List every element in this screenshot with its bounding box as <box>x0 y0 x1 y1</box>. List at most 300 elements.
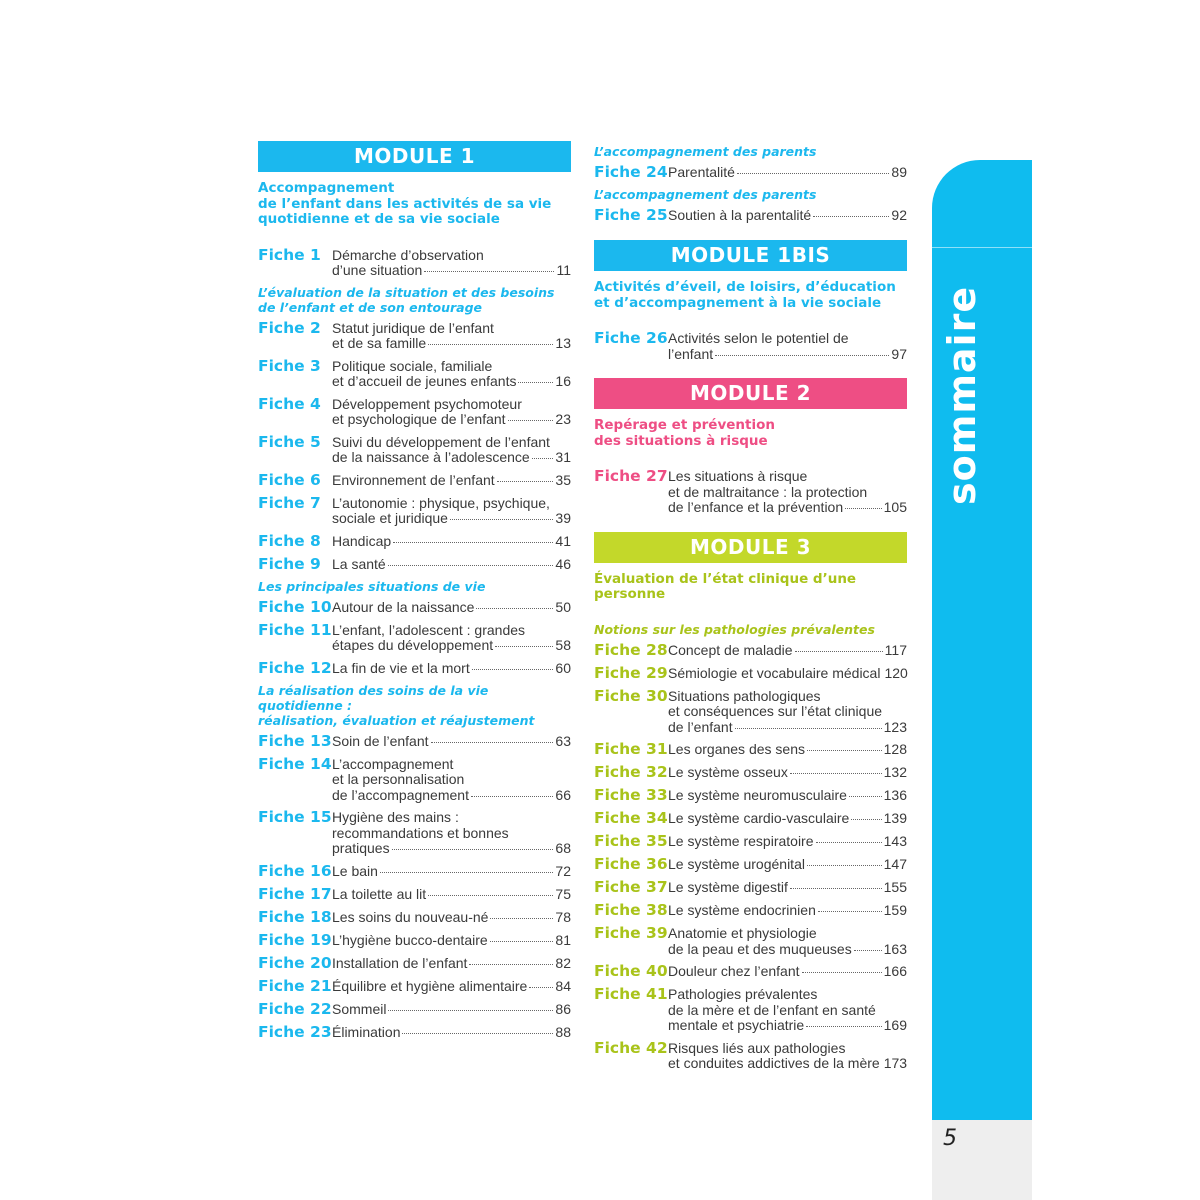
page-ref: 23 <box>555 411 571 427</box>
entry-title: La fin de vie et la mort <box>332 659 470 676</box>
dot-leader <box>790 888 882 889</box>
fiche-number: Fiche 27 <box>594 467 668 485</box>
dot-leader <box>424 271 554 272</box>
entry-title: Le système urogénital <box>668 856 805 872</box>
fiche-number: Fiche 17 <box>258 884 332 903</box>
entry-title: de la peau et des muqueuses <box>668 940 852 957</box>
entry-title: Environnement de l’enfant <box>332 471 495 488</box>
toc-entry[interactable] <box>258 809 571 857</box>
entry-line: Développement psychomoteur <box>332 395 522 412</box>
entry-text <box>332 978 571 995</box>
toc-entry[interactable] <box>594 164 907 181</box>
entry-title: La santé <box>332 555 386 572</box>
entry-text <box>332 622 571 654</box>
entry-line: Anatomie et physiologie <box>668 925 817 941</box>
section-title: L’accompagnement des parents <box>594 144 817 159</box>
fiche-number: Fiche 42 <box>594 1038 668 1057</box>
fiche-number: Fiche 9 <box>258 554 321 573</box>
toc-entry[interactable] <box>594 330 907 362</box>
entry-text <box>332 533 571 550</box>
fiche-number: Fiche 39 <box>594 924 668 942</box>
module-banner: MODULE 2 <box>594 378 907 409</box>
page-ref: 166 <box>883 963 907 979</box>
page-ref: 13 <box>555 335 571 351</box>
page-ref: 132 <box>883 764 907 780</box>
entry-text <box>332 556 571 573</box>
page-ref: 60 <box>555 659 571 676</box>
toc-entry[interactable] <box>258 556 571 573</box>
entry-last-line <box>332 557 571 573</box>
fiche-number: Fiche 32 <box>594 763 668 781</box>
fiche-number: Fiche 29 <box>594 663 668 682</box>
fiche-number: Fiche 30 <box>594 686 668 705</box>
dot-leader <box>450 519 553 520</box>
dot-leader <box>490 941 554 942</box>
toc-right-column <box>594 141 907 1078</box>
page-ref: 39 <box>555 510 571 526</box>
entry-last-line <box>668 788 907 804</box>
module-title: Activités d’éveil, de loisirs, d’éducation et d’accompagnement à la vie sociale <box>594 279 896 311</box>
fiche-number: Fiche 19 <box>258 930 332 949</box>
page-ref: 159 <box>883 902 907 918</box>
page-ref: 147 <box>883 856 907 872</box>
toc-entry[interactable] <box>594 741 907 758</box>
fiche-number: Fiche 31 <box>594 740 668 758</box>
entry-last-line <box>332 450 571 466</box>
entry-last-line <box>668 1018 907 1034</box>
entry-text <box>668 902 907 919</box>
entry-title: mentale et psychiatrie <box>668 1017 805 1033</box>
toc-entry[interactable] <box>594 810 907 827</box>
fiche-number: Fiche 25 <box>594 206 668 224</box>
section-title: La réalisation des soins de la vie quotidienne : réalisation, évaluation et réajustement <box>258 682 535 728</box>
entry-title: Le système cardio-vasculaire <box>668 810 850 826</box>
entry-last-line <box>668 666 907 682</box>
entry-text <box>668 330 907 362</box>
section-gap <box>594 522 907 532</box>
page-ref: 136 <box>883 787 907 803</box>
entry-title: et d’accueil de jeunes enfants <box>332 373 517 389</box>
toc-entry[interactable] <box>258 660 571 677</box>
entry-title: Soin de l’enfant <box>332 732 429 749</box>
toc-entry[interactable] <box>258 1001 571 1018</box>
toc-entry[interactable] <box>594 207 907 224</box>
page-ref: 128 <box>883 741 907 757</box>
toc-entry[interactable] <box>594 642 907 659</box>
entry-title: de l’enfance et la prévention <box>668 499 844 515</box>
entry-title: sociale et juridique <box>332 510 448 526</box>
dot-leader <box>849 796 882 797</box>
entry-last-line <box>668 208 907 224</box>
page-ref: 31 <box>555 449 571 465</box>
page-ref: 78 <box>555 908 571 925</box>
toc-entry[interactable] <box>258 599 571 616</box>
dot-leader <box>471 796 553 797</box>
entry-text <box>332 495 571 527</box>
entry-line: Hygiène des mains : <box>332 809 459 825</box>
page-ref: 50 <box>555 598 571 615</box>
toc-entry[interactable] <box>258 396 571 428</box>
entry-line: Pathologies prévalentes <box>668 986 818 1002</box>
entry-title: et conduites addictives de la mère <box>668 1055 880 1071</box>
toc-entry[interactable] <box>594 833 907 850</box>
toc-entry[interactable] <box>258 533 571 550</box>
toc-entry[interactable] <box>258 358 571 390</box>
entry-line: et la personnalisation <box>332 771 465 787</box>
entry-last-line <box>332 864 571 880</box>
entry-title: de l’enfant <box>668 718 733 735</box>
entry-last-line <box>332 263 571 279</box>
entry-text <box>668 986 907 1034</box>
entry-text <box>332 955 571 972</box>
dot-leader <box>854 950 882 951</box>
entry-title: Soutien à la parentalité <box>668 207 812 223</box>
toc-entry[interactable] <box>258 247 571 279</box>
entry-last-line <box>668 742 907 758</box>
page-ref: 72 <box>555 862 571 879</box>
toc-entry[interactable] <box>258 434 571 466</box>
fiche-number: Fiche 20 <box>258 953 332 972</box>
entry-title: Parentalité <box>668 164 735 180</box>
entry-text <box>332 756 571 804</box>
toc-entry[interactable] <box>258 932 571 949</box>
entry-line: L’accompagnement <box>332 755 454 772</box>
entry-last-line <box>668 964 907 980</box>
dot-leader <box>806 1026 881 1027</box>
entry-text <box>332 358 571 390</box>
entry-title: Le système osseux <box>668 764 788 780</box>
dot-leader <box>388 1010 553 1011</box>
entry-last-line <box>332 788 571 804</box>
entry-last-line <box>332 933 571 949</box>
entry-title: Le bain <box>332 862 378 879</box>
page-ref: 97 <box>891 345 907 362</box>
dot-leader <box>380 872 553 873</box>
section-gap <box>594 230 907 240</box>
entry-last-line <box>332 374 571 390</box>
section-gap <box>594 368 907 378</box>
entry-title: Les soins du nouveau-né <box>332 908 489 925</box>
dot-leader <box>393 542 553 543</box>
toc-entry[interactable] <box>258 733 571 750</box>
fiche-number: Fiche 38 <box>594 901 668 919</box>
dot-leader <box>476 608 553 609</box>
toc-entry[interactable] <box>594 665 907 682</box>
entry-last-line <box>332 887 571 903</box>
toc-entry[interactable] <box>258 472 571 489</box>
fiche-number: Fiche 1 <box>258 245 321 264</box>
dot-leader <box>807 750 882 751</box>
entry-title: l’enfant <box>668 345 714 362</box>
entry-title: Le système respiratoire <box>668 833 814 849</box>
toc-entry[interactable] <box>594 925 907 957</box>
entry-last-line <box>668 347 907 363</box>
toc-entry[interactable] <box>594 787 907 804</box>
page-ref: 35 <box>555 471 571 488</box>
page-ref: 163 <box>883 940 907 957</box>
entry-text <box>668 856 907 873</box>
page-ref: 66 <box>555 786 571 803</box>
module-banner: MODULE 1 <box>258 141 571 172</box>
entry-title: étapes du développement <box>332 637 494 653</box>
fiche-number: Fiche 13 <box>258 731 332 750</box>
entry-title: et de sa famille <box>332 335 427 351</box>
dot-leader <box>388 565 554 566</box>
entry-text <box>332 396 571 428</box>
page-ref: 68 <box>555 840 571 856</box>
toc-entry[interactable] <box>594 879 907 896</box>
entry-text <box>332 863 571 880</box>
entry-line: Situations pathologiques <box>668 687 821 704</box>
entry-last-line <box>668 811 907 827</box>
entry-last-line <box>332 511 571 527</box>
toc-entry[interactable] <box>258 863 571 880</box>
dot-leader <box>472 669 554 670</box>
fiche-number: Fiche 21 <box>258 976 332 995</box>
entry-last-line <box>668 165 907 181</box>
entry-last-line <box>668 834 907 850</box>
entry-text <box>332 909 571 926</box>
fiche-number: Fiche 4 <box>258 394 321 413</box>
entry-last-line <box>332 600 571 616</box>
dot-leader <box>529 987 553 988</box>
page-ref: 84 <box>555 977 571 994</box>
page-ref: 105 <box>883 499 907 515</box>
dot-leader <box>737 173 889 174</box>
entry-text <box>668 764 907 781</box>
toc-entry[interactable] <box>594 902 907 919</box>
toc-entry[interactable] <box>594 963 907 980</box>
toc-entry[interactable] <box>258 320 571 352</box>
entry-title: Les organes des sens <box>668 741 805 757</box>
entry-title: Handicap <box>332 532 392 549</box>
entry-last-line <box>668 880 907 896</box>
toc-left-column <box>258 141 571 1047</box>
toc-entry[interactable] <box>258 955 571 972</box>
fiche-number: Fiche 7 <box>258 493 321 512</box>
toc-entry[interactable] <box>594 764 907 781</box>
entry-last-line <box>332 638 571 654</box>
dot-leader <box>518 382 553 383</box>
entry-title: Douleur chez l’enfant <box>668 963 800 979</box>
fiche-number: Fiche 22 <box>258 999 332 1018</box>
fiche-number: Fiche 15 <box>258 808 332 826</box>
dot-leader <box>402 1033 553 1034</box>
entry-title: La toilette au lit <box>332 885 427 902</box>
toc-entry[interactable] <box>258 495 571 527</box>
entry-line: Risques liés aux pathologies <box>668 1039 846 1056</box>
entry-text <box>668 879 907 896</box>
fiche-number: Fiche 3 <box>258 356 321 375</box>
dot-leader <box>802 972 882 973</box>
fiche-number: Fiche 40 <box>594 962 668 980</box>
entry-text <box>332 733 571 750</box>
entry-title: d’une situation <box>332 262 423 278</box>
toc-entry[interactable] <box>594 688 907 736</box>
entry-title: Autour de la naissance <box>332 598 475 615</box>
dot-leader <box>469 964 553 965</box>
entry-text <box>332 809 571 857</box>
entry-title: pratiques <box>332 840 390 856</box>
page-ref: 155 <box>883 879 907 895</box>
fiche-number: Fiche 26 <box>594 329 668 347</box>
page-ref: 81 <box>555 931 571 948</box>
entry-text <box>668 468 907 516</box>
fiche-number: Fiche 12 <box>258 658 332 677</box>
entry-title: Concept de maladie <box>668 641 793 658</box>
entry-last-line <box>668 903 907 919</box>
dot-leader <box>735 728 882 729</box>
entry-title: Installation de l’enfant <box>332 954 468 971</box>
entry-text <box>668 963 907 980</box>
entry-text <box>668 207 907 224</box>
entry-last-line <box>332 534 571 550</box>
entry-text <box>332 320 571 352</box>
page-ref: 139 <box>883 810 907 826</box>
module-title: Repérage et prévention des situations à risque <box>594 417 775 449</box>
toc-entry[interactable] <box>594 986 907 1034</box>
entry-title: de l’accompagnement <box>332 786 469 803</box>
dot-leader <box>813 216 889 217</box>
page-ref: 11 <box>556 262 571 278</box>
module-title: Accompagnement de l’enfant dans les activités de sa vie quotidienne et de sa vie sociale <box>258 180 552 227</box>
dot-leader <box>428 344 553 345</box>
page-ref: 82 <box>555 954 571 971</box>
entry-title: et psychologique de l’enfant <box>332 411 506 427</box>
entry-title: Sommeil <box>332 1000 387 1017</box>
fiche-number: Fiche 5 <box>258 432 321 451</box>
entry-last-line <box>668 643 907 659</box>
module-banner: MODULE 3 <box>594 532 907 563</box>
dot-leader <box>851 819 881 820</box>
entry-last-line <box>332 956 571 972</box>
fiche-number: Fiche 36 <box>594 855 668 873</box>
entry-last-line <box>332 734 571 750</box>
entry-text <box>332 1024 571 1041</box>
entry-line: et de maltraitance : la protection <box>668 483 868 500</box>
section-title: Les principales situations de vie <box>258 578 486 594</box>
entry-last-line <box>332 841 571 857</box>
page-ref: 120 <box>884 664 908 681</box>
toc-entry[interactable] <box>258 1024 571 1041</box>
dot-leader <box>790 773 882 774</box>
dot-leader <box>497 481 554 482</box>
dot-leader <box>818 911 882 912</box>
dot-leader <box>845 508 882 509</box>
entry-line: Statut juridique de l’enfant <box>332 319 494 336</box>
entry-last-line <box>332 473 571 489</box>
dot-leader <box>508 420 554 421</box>
dot-leader <box>490 918 553 919</box>
page-ref: 88 <box>555 1023 571 1040</box>
entry-last-line <box>332 336 571 352</box>
entry-line: Activités selon le potentiel de <box>668 330 849 346</box>
dot-leader <box>715 355 889 356</box>
toc-entry[interactable] <box>258 909 571 926</box>
entry-line: L’enfant, l’adolescent : grandes <box>332 621 526 638</box>
toc-entry[interactable] <box>258 756 571 804</box>
page-ref: 75 <box>555 885 571 902</box>
entry-text <box>332 660 571 677</box>
toc-entry[interactable] <box>594 1040 907 1072</box>
dot-leader <box>392 849 554 850</box>
page-ref: 89 <box>891 164 907 180</box>
page-ref: 63 <box>555 732 571 749</box>
module-title: Évaluation de l’état clinique d’une personne <box>594 570 857 602</box>
fiche-number: Fiche 24 <box>594 163 668 181</box>
fiche-number: Fiche 16 <box>258 861 332 880</box>
page-number: 5 <box>943 1126 957 1151</box>
toc-entry[interactable] <box>258 622 571 654</box>
dot-leader <box>795 651 883 652</box>
entry-last-line <box>332 1002 571 1018</box>
entry-line: L’autonomie : physique, psychique, <box>332 494 550 511</box>
section-title: L’évaluation de la situation et des besoins de l’enfant et de son entourage <box>258 284 555 315</box>
toc-entry[interactable] <box>258 886 571 903</box>
fiche-number: Fiche 33 <box>594 786 668 804</box>
page-ref: 46 <box>555 555 571 572</box>
entry-title: Le système endocrinien <box>668 902 816 918</box>
entry-last-line <box>668 857 907 873</box>
fiche-number: Fiche 28 <box>594 640 668 659</box>
entry-title: Le système neuromusculaire <box>668 787 847 803</box>
toc-entry[interactable] <box>594 856 907 873</box>
entry-text <box>668 642 907 659</box>
page-ref: 123 <box>883 718 907 735</box>
dot-leader <box>428 895 553 896</box>
entry-text <box>668 810 907 827</box>
entry-title: Élimination <box>332 1023 401 1040</box>
entry-last-line <box>332 910 571 926</box>
toc-entry[interactable] <box>258 978 571 995</box>
entry-last-line <box>332 661 571 677</box>
fiche-number: Fiche 37 <box>594 878 668 896</box>
entry-text <box>332 932 571 949</box>
entry-line: recommandations et bonnes <box>332 824 509 841</box>
entry-last-line <box>332 979 571 995</box>
page-ref: 173 <box>883 1055 908 1071</box>
entry-text <box>668 1040 907 1072</box>
entry-text <box>332 886 571 903</box>
fiche-number: Fiche 18 <box>258 907 332 926</box>
entry-text <box>668 665 907 682</box>
entry-last-line <box>332 1025 571 1041</box>
dot-leader <box>532 458 554 459</box>
section-title: L’accompagnement des parents <box>594 187 817 202</box>
fiche-number: Fiche 8 <box>258 531 321 550</box>
entry-text <box>668 164 907 181</box>
entry-line: Politique sociale, familiale <box>332 357 493 374</box>
fiche-number: Fiche 11 <box>258 620 332 639</box>
entry-line: Suivi du développement de l’enfant <box>332 433 550 450</box>
entry-text <box>668 833 907 850</box>
page-ref: 41 <box>555 532 571 549</box>
module-banner: MODULE 1BIS <box>594 240 907 271</box>
page-ref: 16 <box>555 373 571 389</box>
entry-last-line <box>668 720 907 736</box>
toc-entry[interactable] <box>594 468 907 516</box>
entry-text <box>332 1001 571 1018</box>
entry-last-line <box>668 500 907 516</box>
page-ref: 92 <box>891 207 907 223</box>
section-title: Notions sur les pathologies prévalentes <box>594 621 875 637</box>
entry-text <box>668 741 907 758</box>
dot-leader <box>431 742 554 743</box>
entry-text <box>668 787 907 804</box>
page-ref: 143 <box>883 833 907 849</box>
dot-leader <box>495 646 553 647</box>
fiche-number: Fiche 6 <box>258 470 321 489</box>
